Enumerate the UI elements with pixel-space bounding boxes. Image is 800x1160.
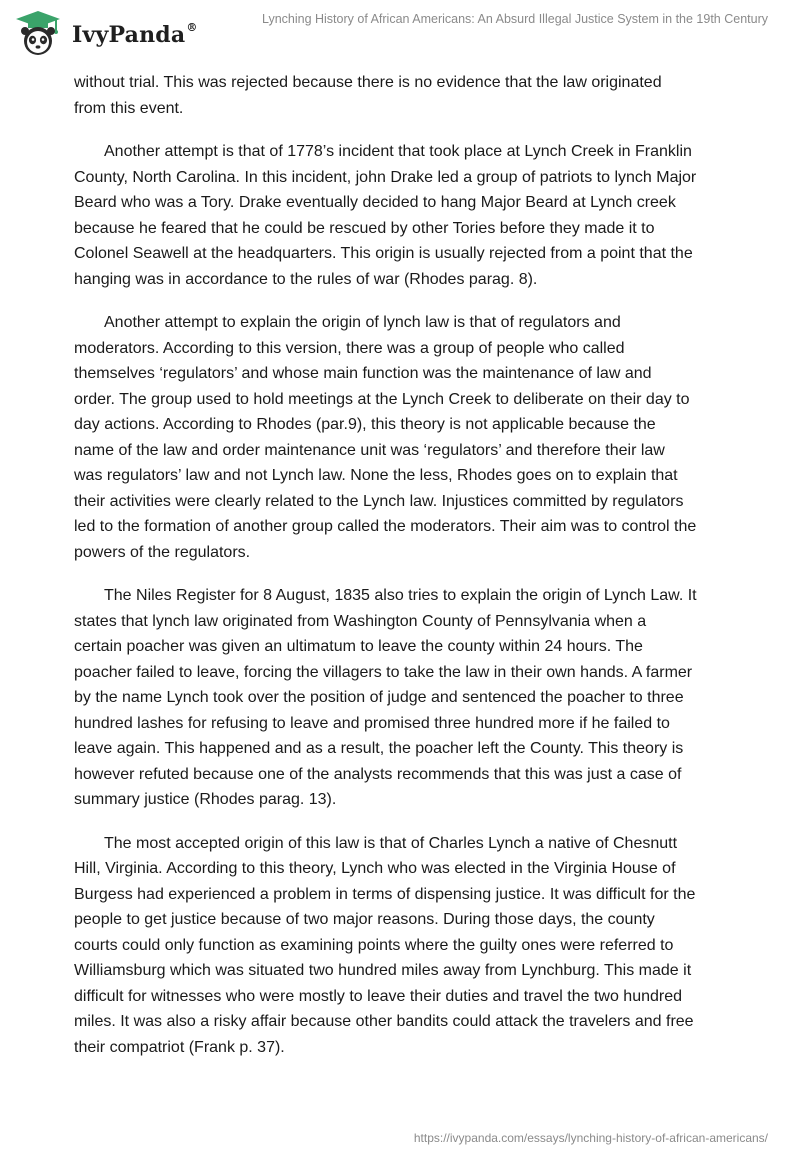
source-url[interactable]: https://ivypanda.com/essays/lynching-history-of-african-americans/: [413, 1131, 768, 1145]
page-header: [0, 0, 800, 70]
ivypanda-logo[interactable]: [12, 8, 198, 58]
brand-name: IvyPanda®: [72, 20, 198, 48]
paragraph-3: Another attempt to explain the origin of lynch law is that of regulators and moderators. According to this version, there was a group of people who called themselves ‘regulators’ and whose main function was the maintenance of law and order. The group used to hold meetings at the Lynch Creek to deliberate on their day to day actions. According to Rhodes (par.9), this theory is not applicable because the name of the law and order maintenance unit was ‘regulators’ and therefore their law was regulators’ law and not Lynch law. None the less, Rhodes goes on to explain that their activities were clearly related to the Lynch law. Injustices committed by regulators led to the formation of another group called the moderators. Their aim was to control the powers of the regulators.: [74, 314, 697, 561]
paragraph-4: The Niles Register for 8 August, 1835 also tries to explain the origin of Lynch Law. It states that lynch law originated from Washington County of Pennsylvania when a certain poacher was given an ultimatum to leave the county within 24 hours. The poacher failed to leave, forcing the villagers to take the law in their own hands. A farmer by the name Lynch took over the position of judge and sentenced the poacher to three hundred lashes for refusing to leave and promised three hundred more if he failed to leave again. This happened and as a result, the poacher left the County. This theory is however refuted because one of the analysts recommends that this was just a case of summary justice (Rhodes parag. 13).: [74, 587, 697, 808]
paragraph-2: Another attempt is that of 1778’s incident that took place at Lynch Creek in Franklin County, North Carolina. In this incident, john Drake led a group of patriots to lynch Major Beard who was a Tory. Drake eventually decided to hang Major Beard at Lynch creek because he feared that he could be rescued by other Tories before they made it to Colonel Seawell at the headquarters. This origin is usually rejected from a point that the hanging was in accordance to the rules of war (Rhodes parag. 8).: [74, 143, 697, 288]
paragraph-5: The most accepted origin of this law is that of Charles Lynch a native of Chesnutt Hill, Virginia. According to this theory, Lynch who was elected in the Virginia House of Burgess had experienced a problem in terms of dispensing justice. It was difficult for the people to get justice because of two major reasons. During those days, the county courts could only function as examining points where the guilty ones were referred to Williamsburg which was situated two hundred miles away from Lynchburg. This made it difficult for witnesses who were mostly to leave their duties and travel the two hundred miles. It was also a risky affair because other bandits could attack the travelers and free their compatriot (Frank p. 37).: [74, 834, 696, 1056]
paragraph-1: without trial. This was rejected because there is no evidence that the law originated from this event.: [74, 74, 662, 117]
panda-graduate-icon: [12, 9, 64, 57]
essay-body: [74, 70, 734, 1078]
document-title: Lynching History of African Americans: An Absurd Illegal Justice System in the 19th Century: [261, 12, 768, 26]
